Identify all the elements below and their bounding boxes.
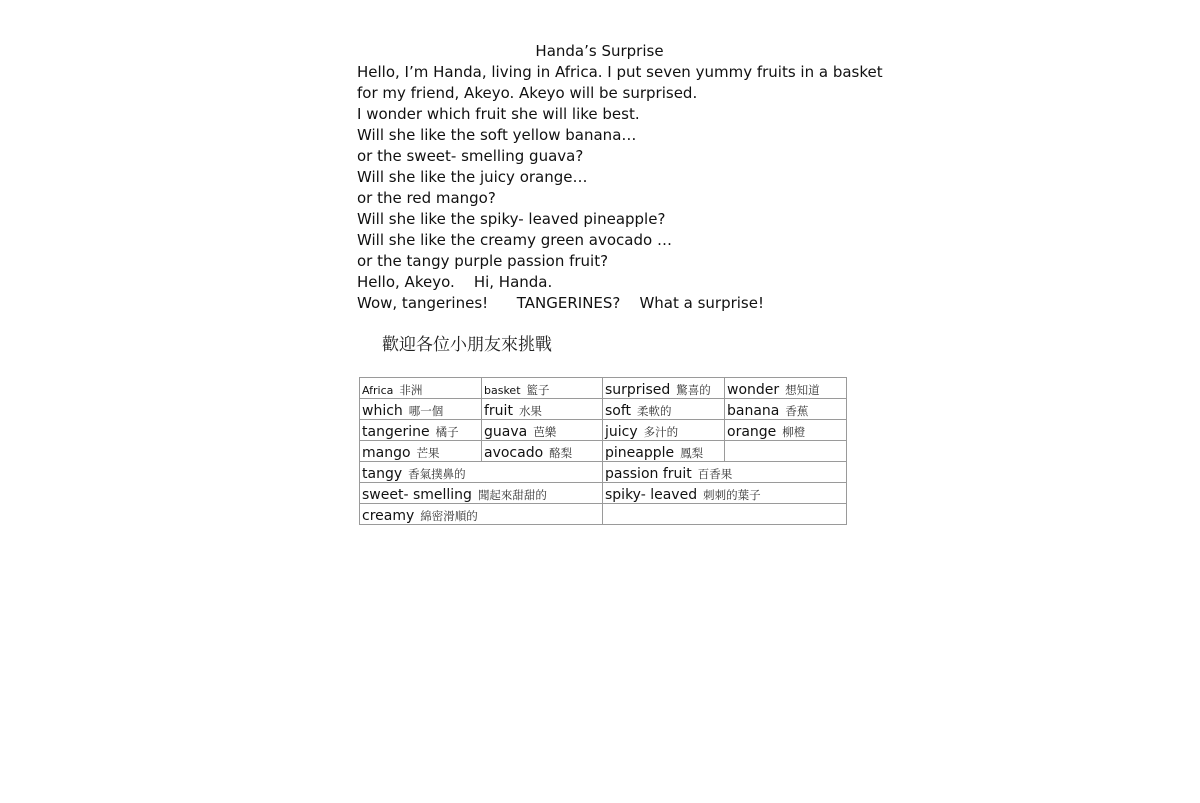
table-row [360, 462, 847, 483]
story-text [357, 62, 883, 314]
vocab-english: guava [484, 423, 528, 440]
vocab-english: mango [362, 444, 411, 461]
table-row [360, 483, 847, 504]
vocab-cell-empty [603, 504, 847, 525]
vocab-english: tangy [362, 465, 403, 482]
vocab-english: passion fruit [605, 465, 692, 482]
vocab-chinese: 聞起來甜甜的 [477, 487, 547, 502]
vocab-cell [603, 399, 725, 420]
vocab-chinese: 鳳梨 [680, 445, 704, 460]
story-line: Will she like the creamy green avocado … [357, 231, 672, 249]
vocab-cell [482, 378, 603, 399]
vocab-english: juicy [605, 423, 638, 440]
vocab-chinese: 多汁的 [643, 424, 679, 439]
vocab-cell [360, 441, 482, 462]
vocab-english: soft [605, 402, 632, 419]
vocab-chinese: 香氣撲鼻的 [408, 466, 466, 481]
vocab-cell [725, 399, 847, 420]
vocab-english: basket [484, 383, 521, 397]
story-line: Wow, tangerines! TANGERINES? What a surprise! [357, 294, 764, 312]
vocab-chinese: 酪梨 [549, 445, 573, 460]
vocab-chinese: 柔軟的 [637, 403, 672, 418]
vocab-cell [482, 441, 603, 462]
vocab-english: wonder [727, 381, 780, 398]
vocab-english: which [362, 402, 403, 419]
vocab-cell [482, 399, 603, 420]
vocab-chinese: 綿密滑順的 [420, 508, 478, 523]
vocab-chinese: 百香果 [697, 466, 733, 481]
story-line: Hello, Akeyo. Hi, Handa. [357, 273, 553, 291]
vocab-english: creamy [362, 507, 415, 524]
vocab-chinese: 芭樂 [533, 424, 557, 439]
vocab-cell [603, 462, 847, 483]
vocab-english: fruit [484, 402, 513, 419]
table-row [360, 504, 847, 525]
vocab-english: sweet- smelling [362, 486, 472, 503]
table-row [360, 420, 847, 441]
vocab-chinese: 柳橙 [782, 424, 806, 439]
chinese-heading: 歡迎各位小朋友來挑戰 [382, 335, 552, 355]
vocab-chinese: 刺刺的葉子 [703, 487, 761, 502]
table-row [360, 441, 847, 462]
story-line: or the red mango? [357, 189, 496, 207]
vocab-english: spiky- leaved [605, 486, 698, 503]
vocab-cell [725, 378, 847, 399]
story-line: Will she like the spiky- leaved pineapple? [357, 210, 666, 228]
vocab-cell [360, 483, 603, 504]
vocab-cell-empty [725, 441, 847, 462]
vocab-chinese: 橘子 [435, 424, 459, 439]
story-line: I wonder which fruit she will like best. [357, 105, 640, 123]
vocab-english: avocado [484, 444, 544, 461]
vocab-cell [360, 504, 603, 525]
vocab-cell [482, 420, 603, 441]
story-line: Hello, I’m Handa, living in Africa. I put seven yummy fruits in a basket [357, 63, 883, 81]
vocab-cell [603, 441, 725, 462]
vocab-chinese: 芒果 [416, 445, 440, 460]
vocab-cell [603, 420, 725, 441]
vocab-cell [360, 462, 603, 483]
story-line: or the tangy purple passion fruit? [357, 252, 609, 270]
vocab-english: Africa [362, 383, 394, 397]
vocab-chinese: 非洲 [399, 382, 423, 397]
vocab-english: orange [727, 423, 777, 440]
document-title: Handa’s Surprise [535, 42, 664, 60]
vocab-english: tangerine [362, 423, 430, 440]
vocab-chinese: 驚喜的 [676, 382, 711, 397]
vocab-english: pineapple [605, 444, 675, 461]
vocab-chinese: 哪一個 [408, 403, 444, 418]
vocab-cell [360, 399, 482, 420]
vocab-cell [725, 420, 847, 441]
vocab-cell [603, 483, 847, 504]
vocab-cell [360, 378, 482, 399]
story-line: for my friend, Akeyo. Akeyo will be surprised. [357, 84, 698, 102]
story-line: Will she like the juicy orange… [357, 168, 588, 186]
table-row [360, 399, 847, 420]
story-line: or the sweet- smelling guava? [357, 147, 584, 165]
vocab-chinese: 水果 [518, 403, 542, 418]
vocab-cell [603, 378, 725, 399]
story-line: Will she like the soft yellow banana… [357, 126, 637, 144]
vocab-english: banana [727, 402, 780, 419]
vocab-english: surprised [605, 381, 671, 398]
vocab-chinese: 想知道 [785, 382, 820, 397]
vocabulary-table [359, 377, 847, 525]
vocab-chinese: 籃子 [526, 382, 550, 397]
vocab-chinese: 香蕉 [785, 403, 809, 418]
vocab-cell [360, 420, 482, 441]
table-row [360, 378, 847, 399]
